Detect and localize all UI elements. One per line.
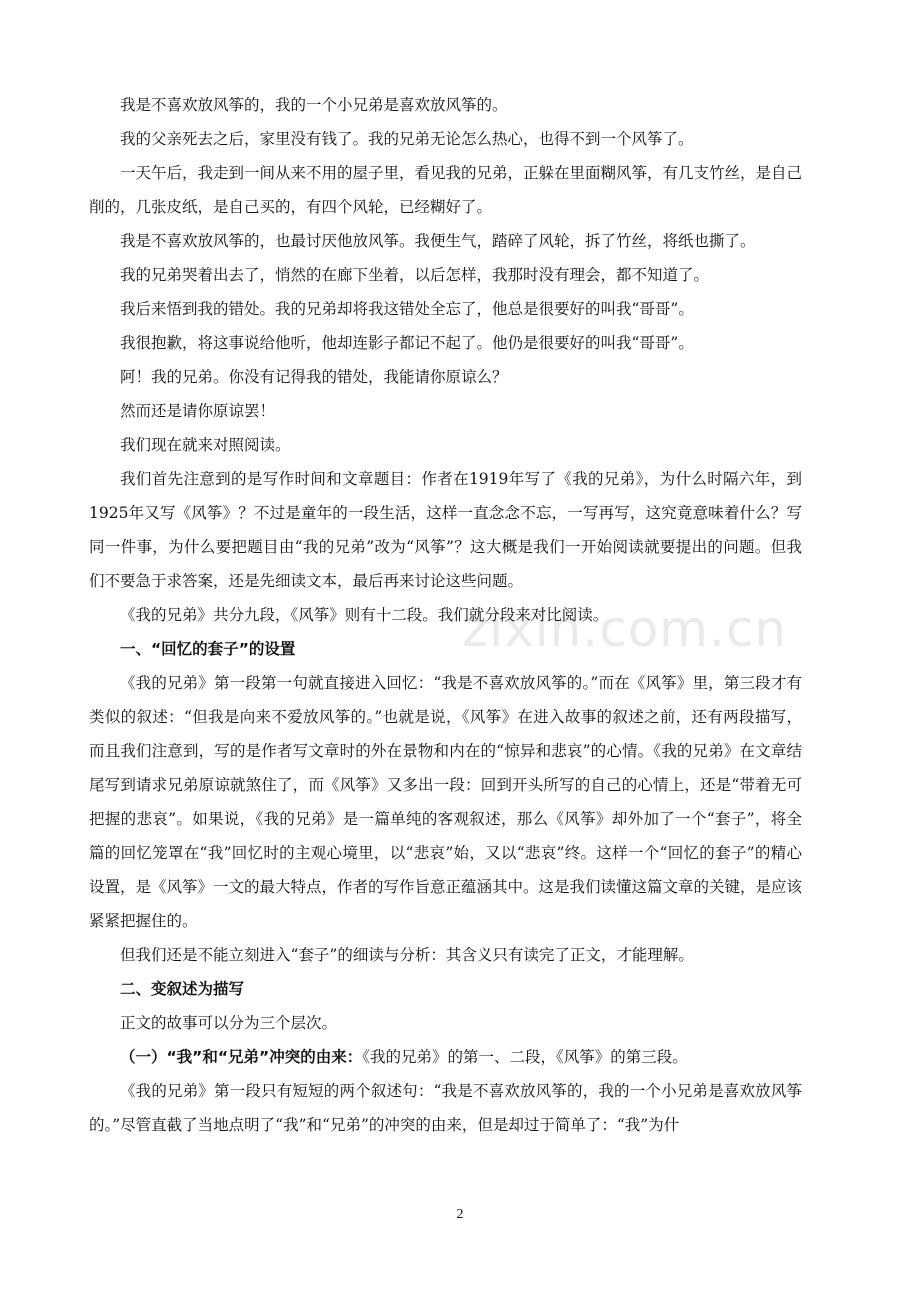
- paragraph: 《我的兄弟》第一段只有短短的两个叙述句：“我是不喜欢放风筝的，我的一个小兄弟是喜欢放风筝的。”尽管直截了当地点明了“我”和“兄弟”的冲突的由来，但是却过于简单了：“我”为什: [89, 1082, 802, 1134]
- paragraph: 一天午后，我走到一间从来不用的屋子里，看见我的兄弟，正躲在里面糊风筝，有几支竹丝，是自己削的，几张皮纸，是自己买的，有四个风轮，已经糊好了。: [89, 164, 803, 216]
- paragraph: 我是不喜欢放风筝的，我的一个小兄弟是喜欢放风筝的。: [120, 96, 508, 114]
- watermark: zixin.com.cn: [462, 600, 788, 658]
- paragraph: 我后来悟到我的错处。我的兄弟却将我这错处全忘了，他总是很要好的叫我“哥哥”。: [120, 300, 694, 318]
- paragraph: 然而还是请你原谅罢！: [120, 402, 276, 420]
- paragraph: 正文的故事可以分为三个层次。: [120, 1014, 338, 1032]
- paragraph: 我们现在就来对照阅读。: [120, 436, 291, 454]
- body-text: [89, 88, 802, 1142]
- paragraph: 但我们还是不能立刻进入“套子”的细读与分析：其含义只有读完了正文，才能理解。: [120, 946, 694, 964]
- page-number: 2: [456, 1207, 464, 1222]
- paragraph: 阿！我的兄弟。你没有记得我的错处，我能请你原谅么？: [120, 368, 508, 386]
- section-heading-2: 二、变叙述为描写: [120, 980, 245, 998]
- paragraph: 我的兄弟哭着出去了，悄然的在廊下坐着，以后怎样，我那时没有理会，都不知道了。: [120, 266, 710, 284]
- paragraph: 《我的兄弟》第一段第一句就直接进入回忆：“我是不喜欢放风筝的。”而在《风筝》里，第三段才有类似的叙述：“但我是向来不爱放风筝的。”也就是说，《风筝》在进入故事的叙述之前，还有两段描写，而且我们注意到，写的是作者写文章时的外在景物和内在的“惊异和悲哀”的心情。《我的兄弟》在文章结尾写到请求兄弟原谅就煞住了，而《风筝》又多出一段：回到开头所写的自己的心情上，还是“带着无可把握的悲哀”。如果说，《我的兄弟》是一篇单纯的客观叙述，那么《风筝》却外加了一个“套子”，将全篇的回忆笼罩在“我”回忆时的主观心境里，以“悲哀”始，又以“悲哀”终。这样一个“回忆的套子”的精心设置，是《风筝》一文的最大特点，作者的写作旨意正蕴涵其中。这是我们读懂这篇文章的关键，是应该紧紧把握住的。: [89, 674, 803, 930]
- subsection-heading-rest: 《我的兄弟》的第一、二段，《风筝》的第三段。: [362, 1048, 688, 1066]
- paragraph: 我的父亲死去之后，家里没有钱了。我的兄弟无论怎么热心，也得不到一个风筝了。: [120, 130, 694, 148]
- paragraph: 《我的兄弟》共分九段，《风筝》则有十二段。我们就分段来对比阅读。: [120, 606, 609, 624]
- paragraph: 我们首先注意到的是写作时间和文章题目：作者在1919年写了《我的兄弟》，为什么时隔六年，到1925年又写《风筝》？不过是童年的一段生活，这样一直念念不忘，一写再写，这究竟意味着什么？写同一件事，为什么要把题目由“我的兄弟”改为“风筝”？这大概是我们一开始阅读就要提出的问题。但我们不要急于求答案，还是先细读文本，最后再来讨论这些问题。: [89, 470, 802, 590]
- subsection-heading-bold: （一）“我”和“兄弟”冲突的由来：: [120, 1048, 363, 1066]
- paragraph: 我很抱歉，将这事说给他听，他却连影子都记不起了。他仍是很要好的叫我“哥哥”。: [120, 334, 694, 352]
- subsection-heading: [89, 1040, 802, 1074]
- section-heading-1: 一、“回忆的套子”的设置: [120, 640, 296, 658]
- paragraph: 我是不喜欢放风筝的，也最讨厌他放风筝。我便生气，踏碎了风轮，拆了竹丝，将纸也撕了。: [120, 232, 756, 250]
